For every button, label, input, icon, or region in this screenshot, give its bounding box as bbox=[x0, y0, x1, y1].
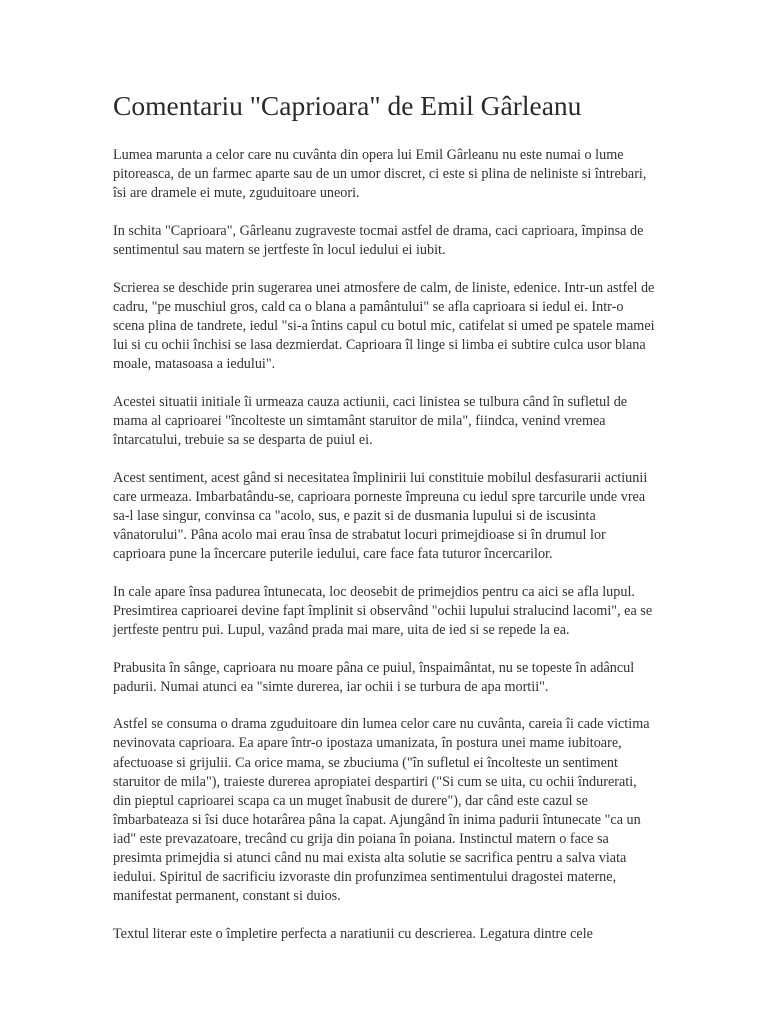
paragraph-3: Scrierea se deschide prin sugerarea unei atmosfere de calm, de liniste, edenice. Intr-un astfel de cadru, "pe muschiul gros, cald ca o blana a pamântului" se afla caprioara si iedul ei. Intr-o scena plina de tandrete, iedul "si-a întins capul cu botul mic, catifelat si umed pe spatele mamei lui si cu ochii închisi se lasa dezmierdat. Caprioara îl linge si limba ei subtire culca usor blana moale, matasoasa a iedului". bbox=[113, 279, 655, 373]
paragraph-7: Prabusita în sânge, caprioara nu moare pâna ce puiul, înspaimântat, nu se topeste în adâncul padurii. Numai atunci ea "simte durerea, iar ochii i se turbura de apa mortii". bbox=[113, 659, 635, 695]
document-page bbox=[113, 88, 658, 963]
paragraph-1: Lumea marunta a celor care nu cuvânta din opera lui Emil Gârleanu nu este numai o lume pitoreasca, de un farmec aparte sau de un umor discret, ci este si plina de neliniste si întrebari, îsi are dramele ei mute, zguduitoare uneori. bbox=[113, 147, 647, 202]
paragraph-2: In schita "Caprioara", Gârleanu zugraveste tocmai astfel de drama, caci caprioara, împinsa de sentimentul sau matern se jertfeste în locul iedului ei iubit. bbox=[113, 222, 644, 258]
paragraph-6: In cale apare însa padurea întunecata, loc deosebit de primejdios pentru ca aici se afla lupul. Presimtirea caprioarei devine fapt împlinit si observând "ochii lupului stralucind lacomi", ea se jertfeste pentru pui. Lupul, vazând prada mai mare, uita de ied si se repede la ea. bbox=[113, 583, 653, 638]
page-title: Comentariu "Caprioara" de Emil Gârleanu bbox=[113, 90, 582, 121]
paragraph-8: Astfel se consuma o drama zguduitoare din lumea celor care nu cuvânta, careia îi cade victima nevinovata caprioara. Ea apare într-o ipostaza umanizata, în postura unei mame iubitoare, afectuoase si grijulii. Ca orice mama, se zbuciuma ("în sufletul ei încolteste un sentiment staruitor de mila"), traieste durerea apropiatei despartiri ("Si cum se uita, cu ochii îndurerati, din pieptul caprioarei scapa ca un muget înabusit de durere"), dar când este cazul se îmbarbateaza si îsi duce hotarârea pâna la capat. Ajungând în inima padurii întunecate "ca un iad" este prevazatoare, trecând cu grija din poiana în poiana. Instinctul matern o face sa presimta primejdia si atunci când nu mai exista alta solutie se sacrifica pentru a salva viata iedului. Spiritul de sacrificiu izvoraste din profunzimea sentimentului dragostei materne, manifestat permanent, constant si duios. bbox=[113, 716, 650, 905]
paragraph-4: Acestei situatii initiale îi urmeaza cauza actiunii, caci linistea se tulbura când în sufletul de mama al caprioarei "încolteste un simtamânt staruitor de mila", fiindca, venind vremea întarcatului, trebuie sa se desparta de puiul ei. bbox=[113, 393, 628, 448]
paragraph-9: Textul literar este o împletire perfecta a naratiunii cu descrierea. Legatura dintre cele bbox=[113, 925, 593, 942]
paragraph-5: Acest sentiment, acest gând si necesitatea împlinirii lui constituie mobilul desfasurarii actiunii care urmeaza. Imbarbatându-se, caprioara porneste împreuna cu iedul spre tarcurile unde vrea sa-l lase singur, convinsa ca "acolo, sus, e pazit si de dusmania lupului si de iscusinta vânatorului". Pâna acolo mai erau însa de strabatut locuri primejdioase si în drumul lor caprioara pune la încercare puterile iedului, care face fata tuturor încercarilor. bbox=[113, 469, 648, 562]
